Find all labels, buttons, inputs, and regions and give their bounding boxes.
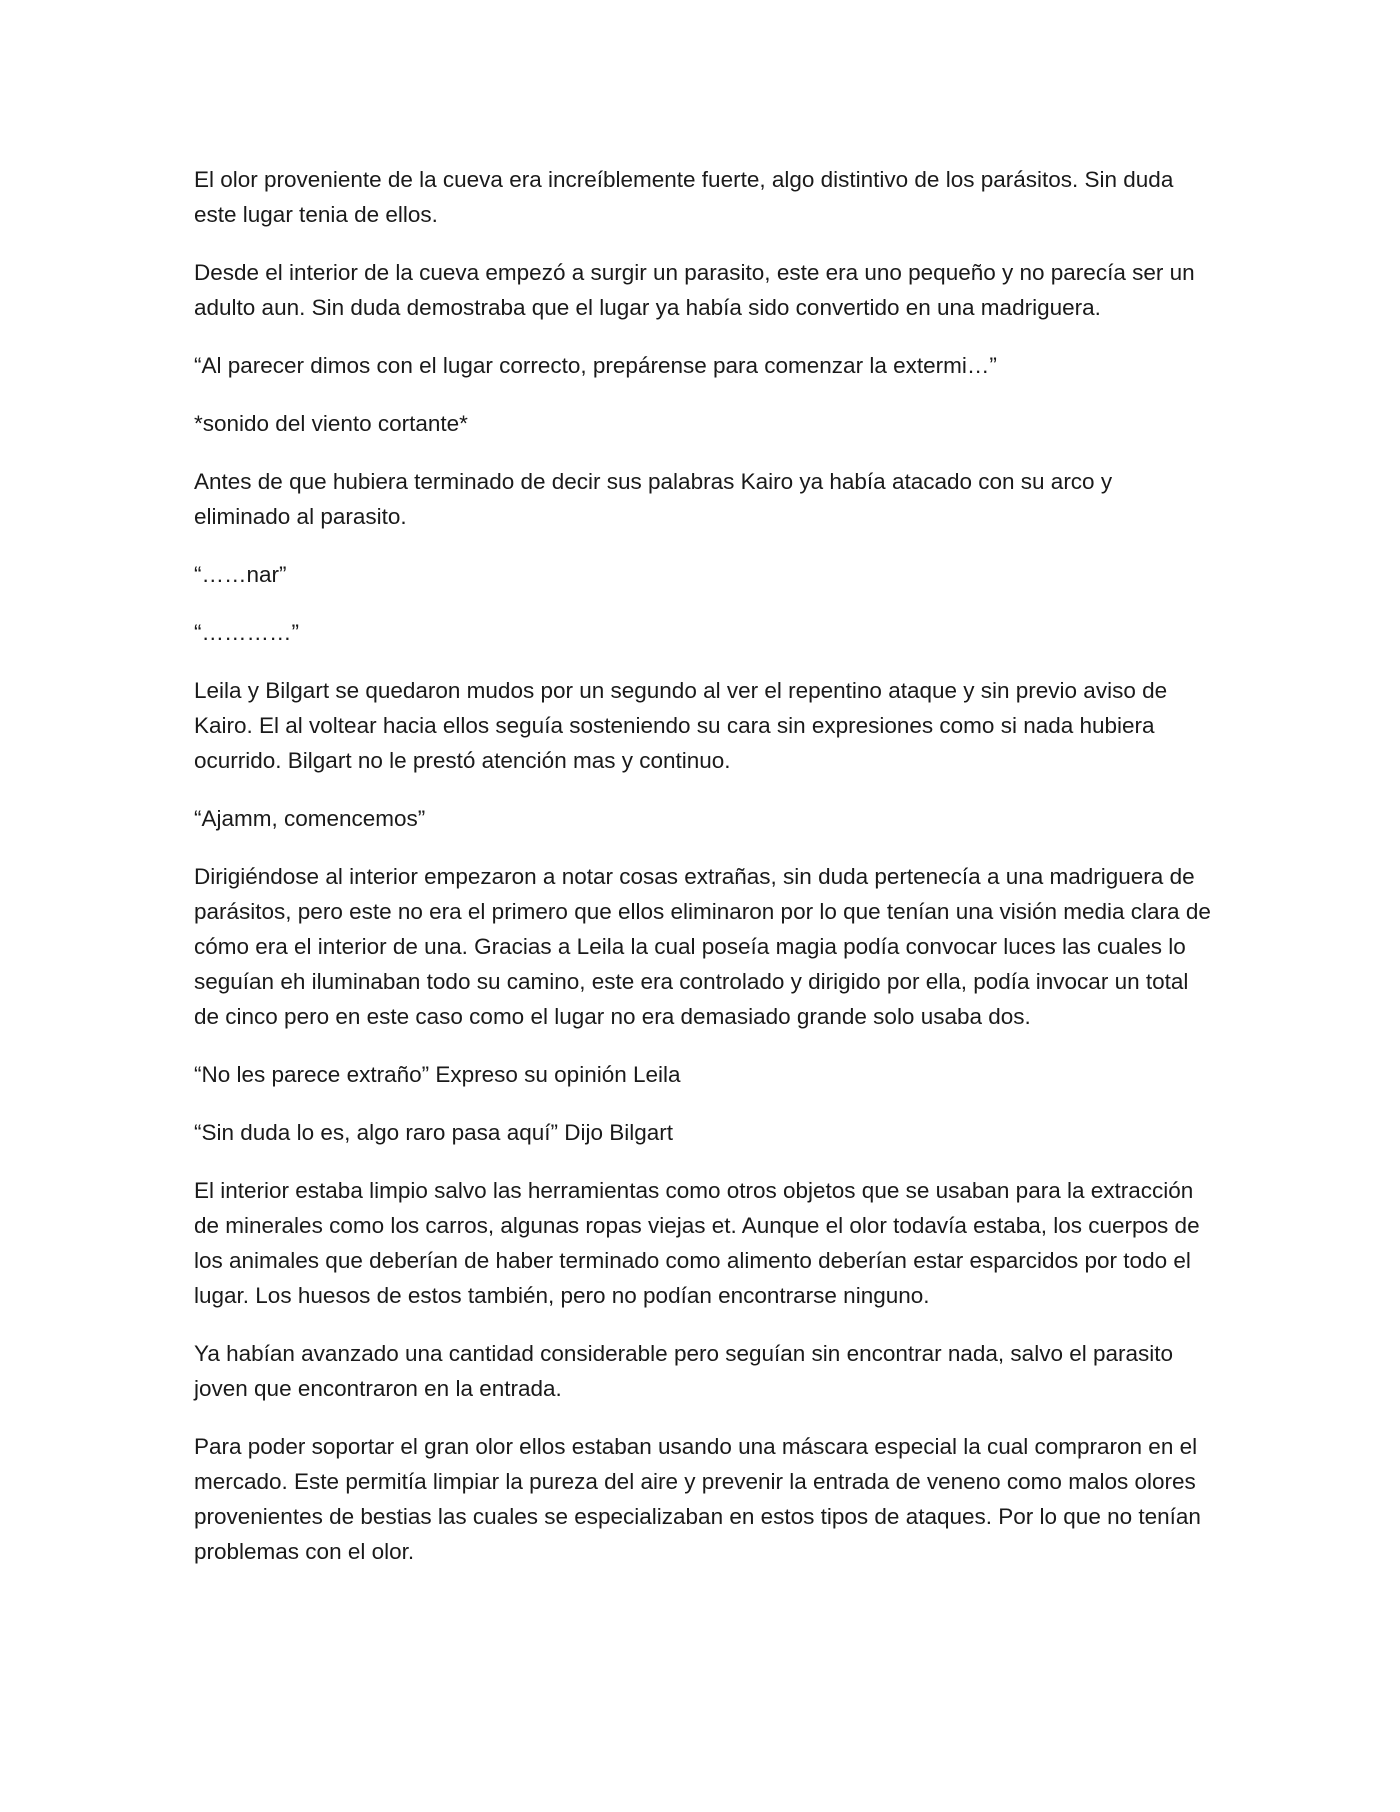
paragraph-11: “No les parece extraño” Expreso su opinión Leila (194, 1062, 681, 1087)
paragraph-1: El olor proveniente de la cueva era increíblemente fuerte, algo distintivo de los parásitos. Sin duda este lugar tenia de ellos. (194, 167, 1174, 227)
paragraph-8: Leila y Bilgart se quedaron mudos por un segundo al ver el repentino ataque y sin previo aviso de Kairo. El al voltear hacia ellos seguía sosteniendo su cara sin expresiones como si nada hubiera ocurrido. Bilgart no le prestó atención mas y continuo. (194, 678, 1168, 773)
paragraph-6: “……nar” (194, 562, 287, 587)
paragraph-4: *sonido del viento cortante* (194, 411, 468, 436)
paragraph-5: Antes de que hubiera terminado de decir sus palabras Kairo ya había atacado con su arco y eliminado al parasito. (194, 469, 1113, 529)
paragraph-13: El interior estaba limpio salvo las herramientas como otros objetos que se usaban para la extracción de minerales como los carros, algunas ropas viejas et. Aunque el olor todavía estaba, los cuerpos de los animales que deberían de haber terminado como alimento deberían estar esparcidos por todo el lugar. Los huesos de estos también, pero no podían encontrarse ninguno. (194, 1178, 1200, 1308)
paragraph-3: “Al parecer dimos con el lugar correcto, prepárense para comenzar la extermi…” (194, 353, 997, 378)
document-body (194, 162, 1214, 1592)
paragraph-10: Dirigiéndose al interior empezaron a notar cosas extrañas, sin duda pertenecía a una madriguera de parásitos, pero este no era el primero que ellos eliminaron por lo que tenían una visión media clara de cómo era el interior de una. Gracias a Leila la cual poseía magia podía convocar luces las cuales lo seguían eh iluminaban todo su camino, este era controlado y dirigido por ella, podía invocar un total de cinco pero en este caso como el lugar no era demasiado grande solo usaba dos. (194, 864, 1211, 1029)
paragraph-9: “Ajamm, comencemos” (194, 806, 426, 831)
paragraph-14: Ya habían avanzado una cantidad considerable pero seguían sin encontrar nada, salvo el parasito joven que encontraron en la entrada. (194, 1341, 1174, 1401)
paragraph-2: Desde el interior de la cueva empezó a surgir un parasito, este era uno pequeño y no parecía ser un adulto aun. Sin duda demostraba que el lugar ya había sido convertido en una madriguera. (194, 260, 1195, 320)
paragraph-12: “Sin duda lo es, algo raro pasa aquí” Dijo Bilgart (194, 1120, 674, 1145)
paragraph-15: Para poder soportar el gran olor ellos estaban usando una máscara especial la cual compraron en el mercado. Este permitía limpiar la pureza del aire y prevenir la entrada de veneno como malos olores provenientes de bestias las cuales se especializaban en estos tipos de ataques. Por lo que no tenían problemas con el olor. (194, 1434, 1201, 1564)
paragraph-7: “…………” (194, 620, 299, 645)
